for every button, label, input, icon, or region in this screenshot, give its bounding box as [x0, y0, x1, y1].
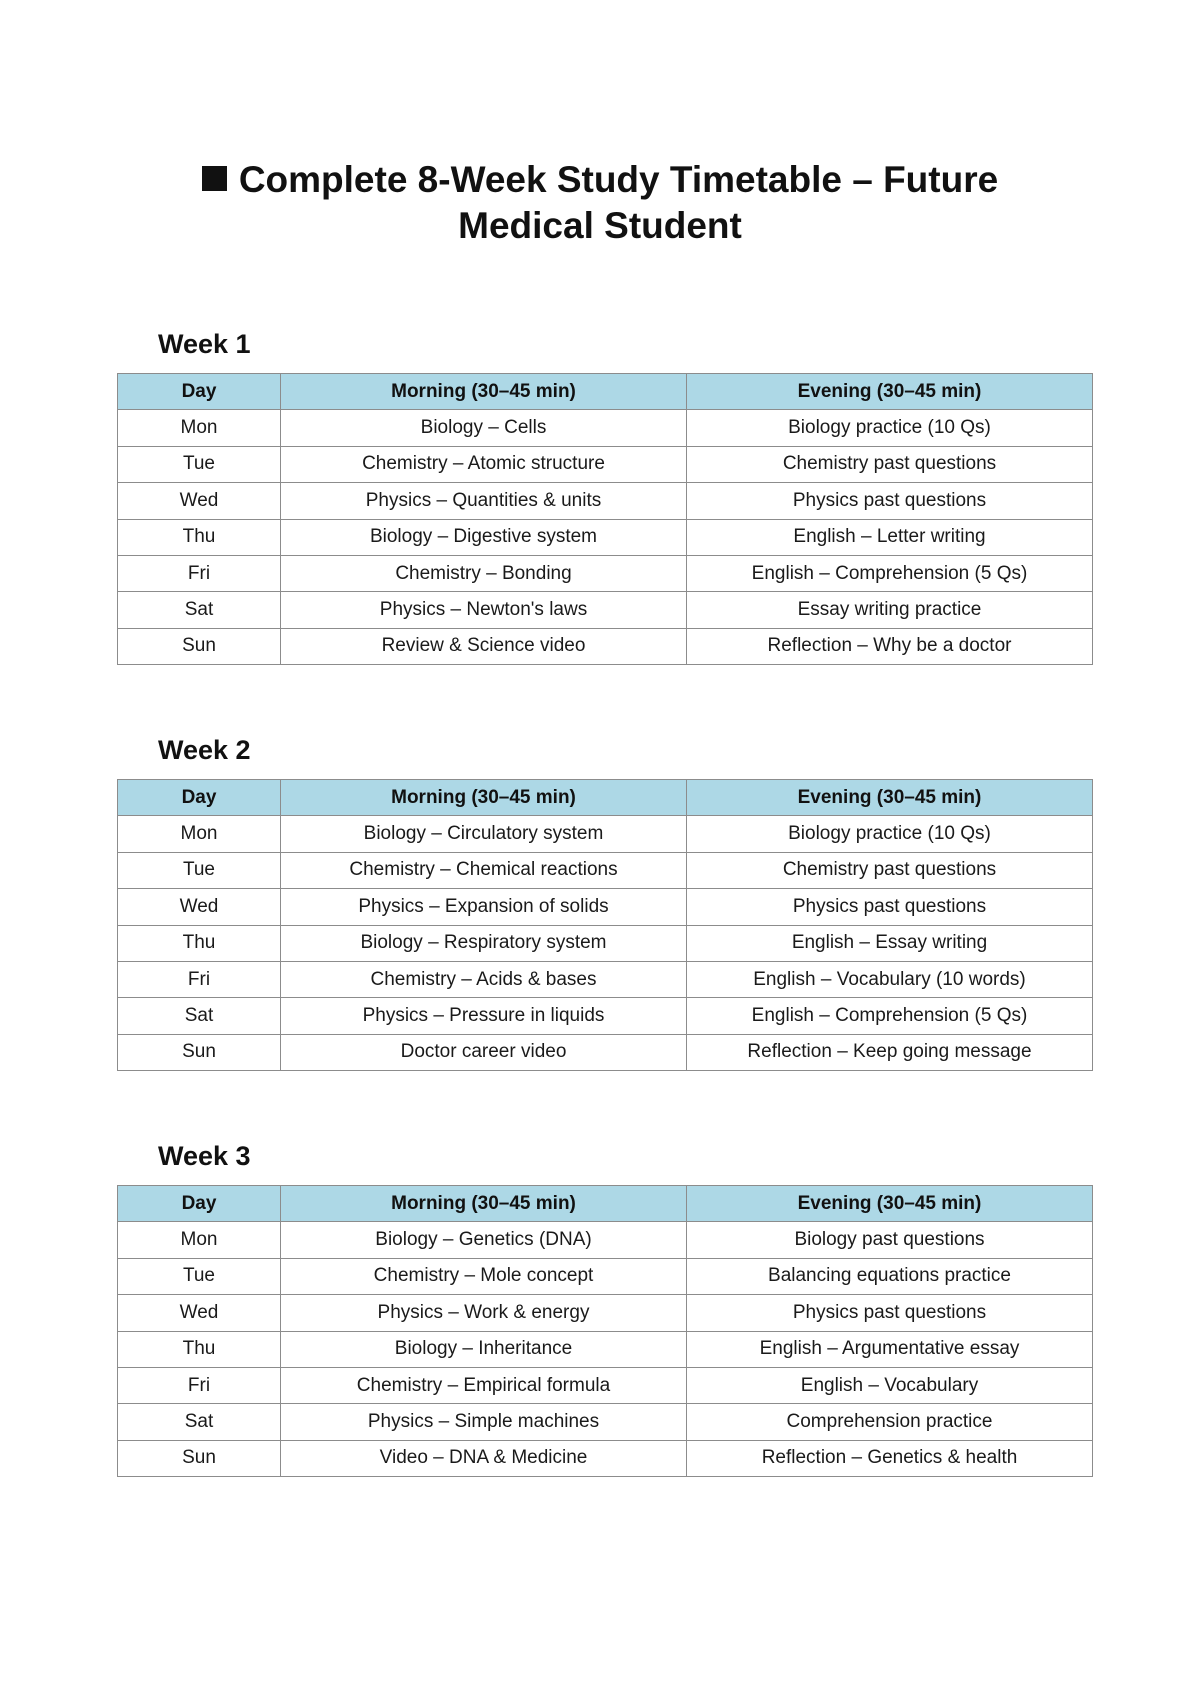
evening-cell: Physics past questions [687, 889, 1093, 925]
morning-cell: Chemistry – Bonding [281, 555, 687, 591]
table-row [118, 483, 1093, 519]
week-heading: Week 2 [158, 735, 251, 765]
column-header-day: Day [118, 374, 281, 410]
table-row [118, 925, 1093, 961]
column-header-evening: Evening (30–45 min) [687, 780, 1093, 816]
day-cell: Sun [118, 628, 281, 664]
day-cell: Sun [118, 1034, 281, 1070]
evening-cell: English – Letter writing [687, 519, 1093, 555]
day-cell: Tue [118, 852, 281, 888]
evening-cell: Balancing equations practice [687, 1258, 1093, 1294]
column-header-morning: Morning (30–45 min) [281, 374, 687, 410]
day-cell: Sat [118, 998, 281, 1034]
evening-cell: English – Comprehension (5 Qs) [687, 998, 1093, 1034]
morning-cell: Video – DNA & Medicine [281, 1440, 687, 1476]
column-header-evening: Evening (30–45 min) [687, 1186, 1093, 1222]
week-1-table [117, 373, 1093, 665]
day-cell: Thu [118, 1331, 281, 1367]
evening-cell: Comprehension practice [687, 1404, 1093, 1440]
table-row [118, 1404, 1093, 1440]
morning-cell: Chemistry – Acids & bases [281, 961, 687, 997]
table-row [118, 1440, 1093, 1476]
evening-cell: Biology past questions [687, 1222, 1093, 1258]
table-row [118, 1331, 1093, 1367]
evening-cell: Physics past questions [687, 1295, 1093, 1331]
table-row [118, 889, 1093, 925]
morning-cell: Physics – Newton's laws [281, 592, 687, 628]
morning-cell: Physics – Pressure in liquids [281, 998, 687, 1034]
morning-cell: Chemistry – Atomic structure [281, 446, 687, 482]
evening-cell: Reflection – Keep going message [687, 1034, 1093, 1070]
day-cell: Fri [118, 1367, 281, 1403]
table-row [118, 1295, 1093, 1331]
table-header-row [118, 374, 1093, 410]
week-heading: Week 1 [158, 329, 251, 359]
evening-cell: English – Vocabulary [687, 1367, 1093, 1403]
morning-cell: Biology – Inheritance [281, 1331, 687, 1367]
evening-cell: Chemistry past questions [687, 852, 1093, 888]
day-cell: Thu [118, 925, 281, 961]
evening-cell: Physics past questions [687, 483, 1093, 519]
table-row [118, 816, 1093, 852]
column-header-day: Day [118, 780, 281, 816]
table-row [118, 1367, 1093, 1403]
day-cell: Tue [118, 1258, 281, 1294]
morning-cell: Physics – Simple machines [281, 1404, 687, 1440]
day-cell: Wed [118, 483, 281, 519]
morning-cell: Biology – Genetics (DNA) [281, 1222, 687, 1258]
week-3-table [117, 1185, 1093, 1477]
day-cell: Wed [118, 1295, 281, 1331]
evening-cell: Essay writing practice [687, 592, 1093, 628]
day-cell: Mon [118, 816, 281, 852]
table-row [118, 446, 1093, 482]
evening-cell: Reflection – Why be a doctor [687, 628, 1093, 664]
table-row [118, 519, 1093, 555]
evening-cell: Biology practice (10 Qs) [687, 816, 1093, 852]
page-title-text: Complete 8-Week Study Timetable – Future Medical Student [238, 159, 999, 246]
day-cell: Thu [118, 519, 281, 555]
day-cell: Sun [118, 1440, 281, 1476]
day-cell: Fri [118, 961, 281, 997]
day-cell: Wed [118, 889, 281, 925]
morning-cell: Chemistry – Mole concept [281, 1258, 687, 1294]
morning-cell: Physics – Expansion of solids [281, 889, 687, 925]
evening-cell: English – Essay writing [687, 925, 1093, 961]
table-row [118, 1034, 1093, 1070]
column-header-morning: Morning (30–45 min) [281, 1186, 687, 1222]
table-row [118, 555, 1093, 591]
table-row [118, 592, 1093, 628]
table-row [118, 410, 1093, 446]
table-header-row [118, 780, 1093, 816]
morning-cell: Biology – Digestive system [281, 519, 687, 555]
column-header-day: Day [118, 1186, 281, 1222]
week-heading: Week 3 [158, 1141, 251, 1171]
table-row [118, 852, 1093, 888]
table-row [118, 1222, 1093, 1258]
table-header-row [118, 1186, 1093, 1222]
evening-cell: Reflection – Genetics & health [687, 1440, 1093, 1476]
morning-cell: Biology – Respiratory system [281, 925, 687, 961]
evening-cell: English – Vocabulary (10 words) [687, 961, 1093, 997]
table-row [118, 628, 1093, 664]
table-row [118, 961, 1093, 997]
table-row [118, 998, 1093, 1034]
week-2-table [117, 779, 1093, 1071]
day-cell: Tue [118, 446, 281, 482]
morning-cell: Doctor career video [281, 1034, 687, 1070]
black-square-icon [202, 166, 227, 191]
day-cell: Sat [118, 1404, 281, 1440]
morning-cell: Biology – Circulatory system [281, 816, 687, 852]
page-title [150, 157, 1050, 249]
day-cell: Sat [118, 592, 281, 628]
table-row [118, 1258, 1093, 1294]
morning-cell: Chemistry – Empirical formula [281, 1367, 687, 1403]
morning-cell: Biology – Cells [281, 410, 687, 446]
evening-cell: English – Comprehension (5 Qs) [687, 555, 1093, 591]
evening-cell: English – Argumentative essay [687, 1331, 1093, 1367]
day-cell: Fri [118, 555, 281, 591]
morning-cell: Physics – Work & energy [281, 1295, 687, 1331]
morning-cell: Review & Science video [281, 628, 687, 664]
evening-cell: Chemistry past questions [687, 446, 1093, 482]
evening-cell: Biology practice (10 Qs) [687, 410, 1093, 446]
day-cell: Mon [118, 1222, 281, 1258]
morning-cell: Physics – Quantities & units [281, 483, 687, 519]
column-header-evening: Evening (30–45 min) [687, 374, 1093, 410]
column-header-morning: Morning (30–45 min) [281, 780, 687, 816]
day-cell: Mon [118, 410, 281, 446]
morning-cell: Chemistry – Chemical reactions [281, 852, 687, 888]
